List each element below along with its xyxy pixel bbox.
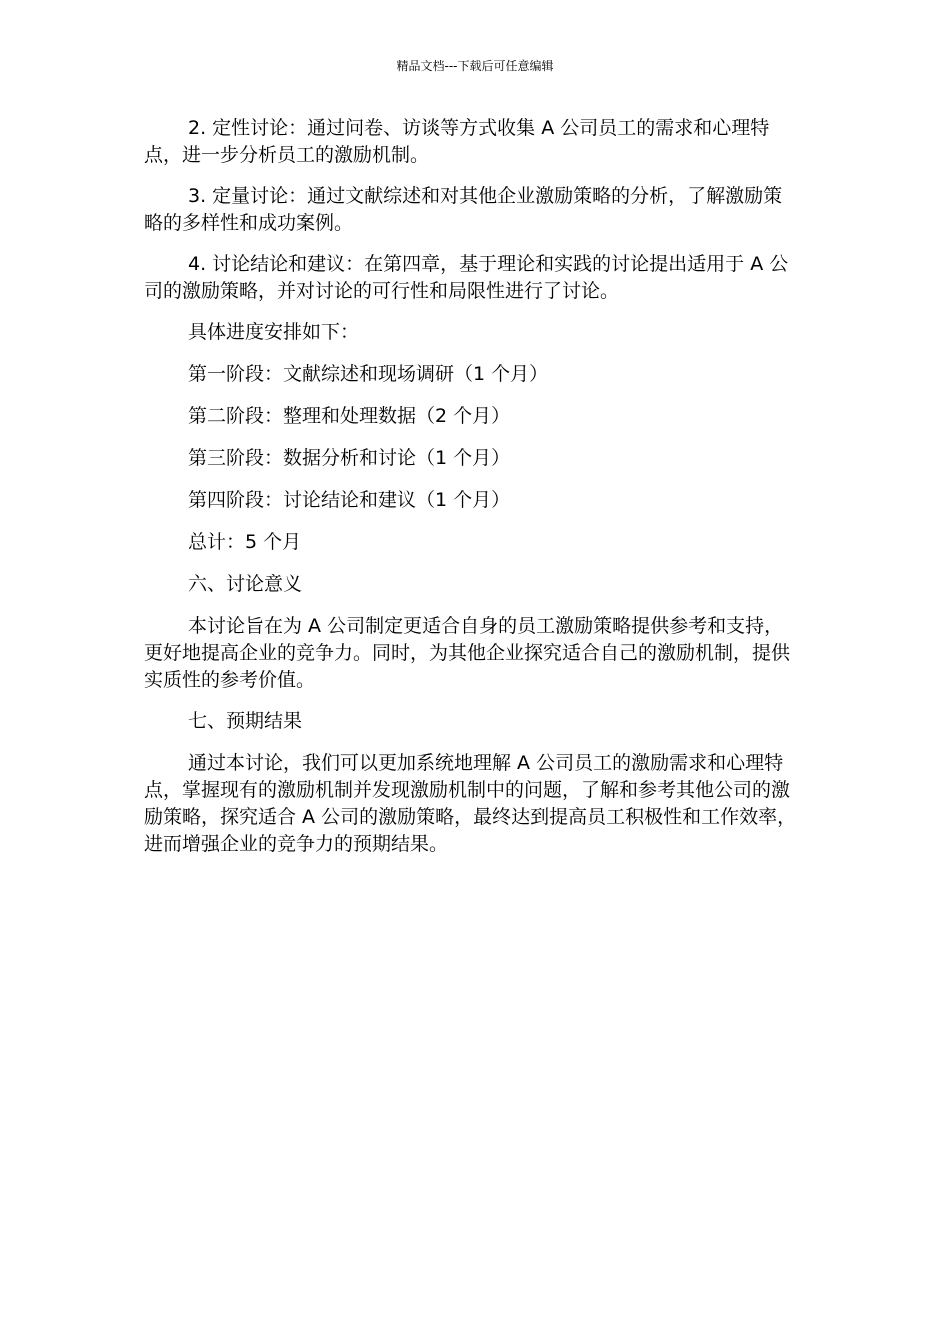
document-body xyxy=(144,115,800,872)
section-7-body: 通过本讨论，我们可以更加系统地理解 A 公司员工的激励需求和心理特点，掌握现有的激励机制并发现激励机制中的问题，了解和参考其他公司的激励策略，探究适合 A 公司的激励策略，最终达到提高员工积极性和工作效率，进而增强企业的竞争力的预期结果。 xyxy=(144,752,797,855)
schedule-intro: 具体进度安排如下： xyxy=(188,321,360,343)
schedule-stage-1: 第一阶段：文献综述和现场调研（1 个月） xyxy=(188,363,549,385)
schedule-stage-3: 第三阶段：数据分析和讨论（1 个月） xyxy=(188,447,511,469)
schedule-total: 总计：5 个月 xyxy=(188,531,302,553)
section-6-body: 本讨论旨在为 A 公司制定更适合自身的员工激励策略提供参考和支持，更好地提高企业的竞争力。同时，为其他企业探究适合自己的激励机制，提供实质性的参考价值。 xyxy=(144,615,791,691)
section-7-heading: 七、预期结果 xyxy=(188,710,303,732)
paragraph-quantitative: 3. 定量讨论：通过文献综述和对其他企业激励策略的分析，了解激励策略的多样性和成功案例。 xyxy=(144,185,783,234)
paragraph-conclusion: 4. 讨论结论和建议：在第四章，基于理论和实践的讨论提出适用于 A 公司的激励策略，并对讨论的可行性和局限性进行了讨论。 xyxy=(144,253,789,302)
section-6-heading: 六、讨论意义 xyxy=(188,573,303,595)
page-header: 精品文档---下载后可任意编辑 xyxy=(396,59,554,73)
paragraph-qualitative: 2. 定性讨论：通过问卷、访谈等方式收集 A 公司员工的需求和心理特点，进一步分析员工的激励机制。 xyxy=(144,117,770,166)
schedule-stage-4: 第四阶段：讨论结论和建议（1 个月） xyxy=(188,489,511,511)
schedule-stage-2: 第二阶段：整理和处理数据（2 个月） xyxy=(188,405,511,427)
